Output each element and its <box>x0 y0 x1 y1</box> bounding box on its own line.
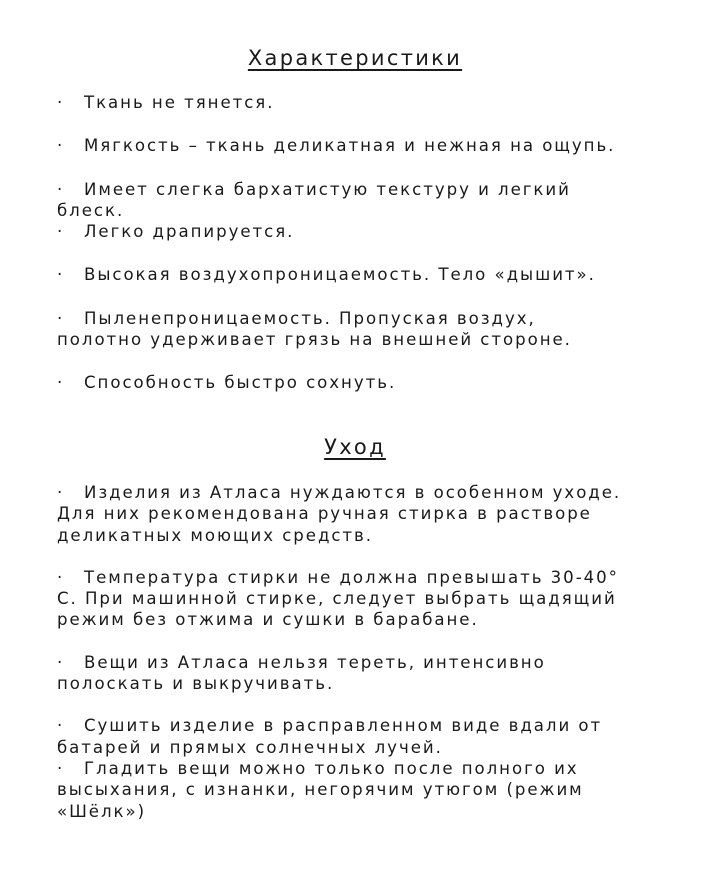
list-item-text: Сушить изделие в расправленном виде вдали от батарей и прямых солнечных лучей. <box>57 716 603 757</box>
list-item-text: Ткань не тянется. <box>84 93 275 112</box>
list-item-text: Вещи из Атласа нельзя тереть, интенсивно полоскать и выкручивать. <box>57 652 546 694</box>
bullet-marker: · <box>57 567 63 587</box>
list-item <box>57 567 687 631</box>
bullet-marker: · <box>57 93 63 112</box>
list-item <box>57 92 687 113</box>
list-item <box>57 264 687 285</box>
list-item-text: Высокая воздухопроницаемость. Тело «дышит». <box>84 265 596 285</box>
list-item <box>57 652 687 695</box>
list-item <box>57 135 687 156</box>
list-item <box>57 482 687 546</box>
bullet-marker: · <box>57 179 63 199</box>
bullet-marker: · <box>57 716 63 736</box>
spacer <box>57 157 687 179</box>
list-item <box>57 372 687 393</box>
list-item <box>57 179 687 222</box>
characteristics-list <box>57 92 687 394</box>
section-title-characteristics: Характеристики <box>247 46 463 70</box>
list-item-text: Изделия из Атласа нуждаются в особенном уходе. Для них рекомендована ручная стирка в растворе деликатных моющих средств. <box>57 483 622 545</box>
care-list <box>57 482 687 822</box>
bullet-marker: · <box>57 136 63 156</box>
list-item-text: Пыленепроницаемость. Пропуская воздух, полотно удерживает грязь на внешней стороне. <box>57 308 572 350</box>
list-item-text: Имеет слегка бархатистую текстуру и легкий блеск. <box>57 179 571 220</box>
section-title-care: Уход <box>324 435 386 459</box>
list-item <box>57 221 687 242</box>
bullet-marker: · <box>57 222 63 242</box>
list-item-text: Мягкость – ткань деликатная и нежная на ощупь. <box>84 136 616 156</box>
bullet-marker: · <box>57 265 63 285</box>
list-item-text: Температура стирки не должна превышать 30-40° С. При машинной стирке, следует выбрать щадящий режим без отжима и сушки в барабане. <box>57 567 619 630</box>
spacer <box>57 113 687 135</box>
spacer <box>57 631 687 652</box>
spacer <box>57 286 687 308</box>
list-item-text: Легко драпируется. <box>84 222 295 242</box>
list-item <box>57 308 687 351</box>
spacer <box>57 242 687 264</box>
list-item-text: Способность быстро сохнуть. <box>84 373 397 393</box>
list-item <box>57 758 687 822</box>
spacer <box>57 350 687 372</box>
bullet-marker: · <box>57 483 63 502</box>
spacer <box>57 546 687 567</box>
spacer <box>57 694 687 715</box>
bullet-marker: · <box>57 758 63 778</box>
bullet-marker: · <box>57 308 63 328</box>
list-item-text: Гладить вещи можно только после полного их высыхания, с изнанки, негорячим утюгом (режим «Шёлк») <box>57 758 584 821</box>
bullet-marker: · <box>57 652 63 672</box>
list-item <box>57 715 687 758</box>
bullet-marker: · <box>57 373 63 393</box>
